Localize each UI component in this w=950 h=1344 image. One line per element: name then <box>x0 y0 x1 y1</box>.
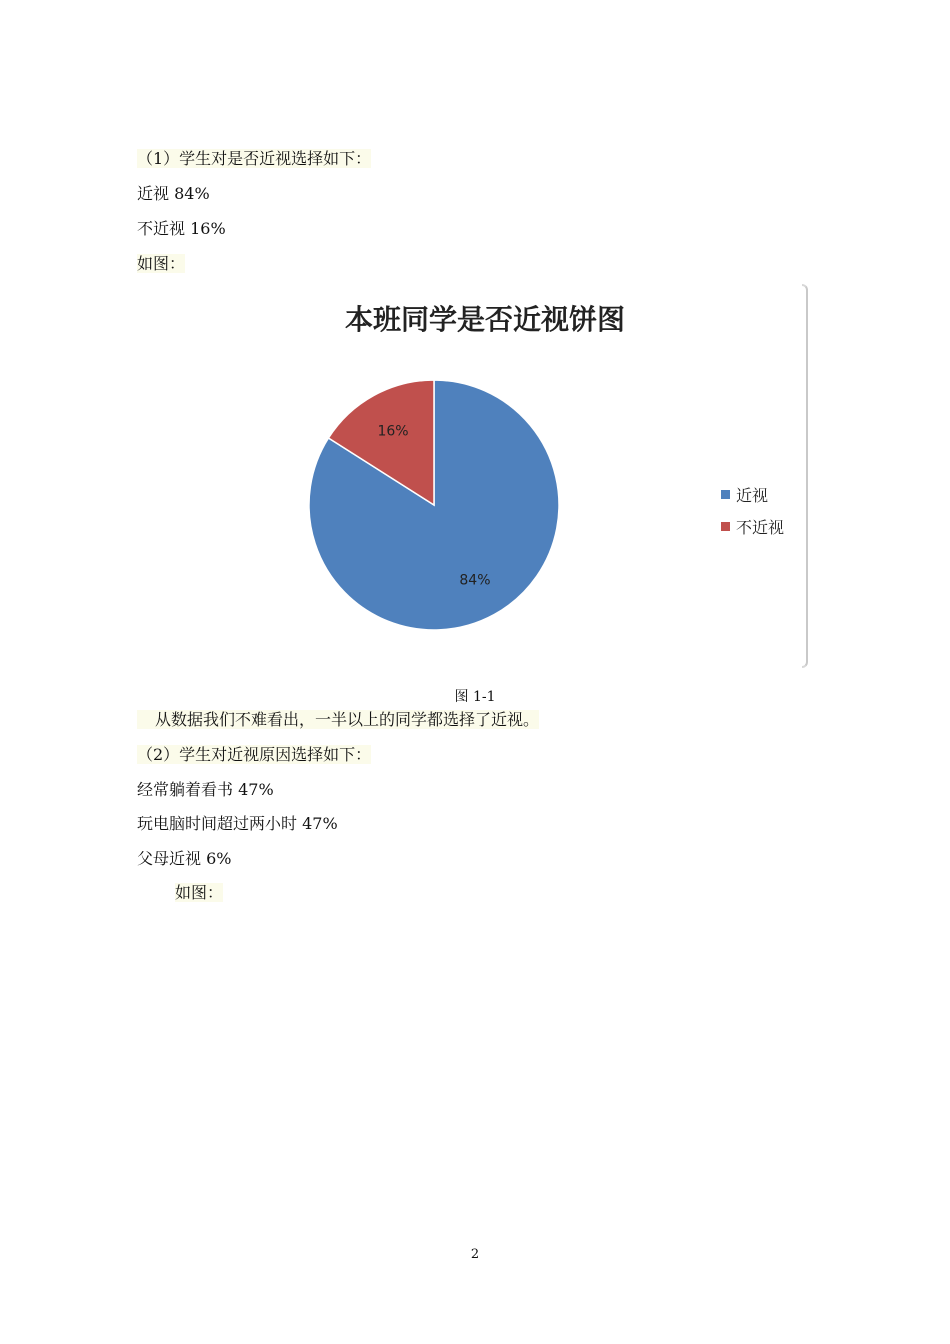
legend-swatch-myopia <box>721 490 730 499</box>
section2-item-parents-myopia: 父母近视 6% <box>137 849 232 868</box>
legend-item-not-myopia <box>721 510 784 542</box>
pie-svg <box>165 284 805 668</box>
figure-caption: 图 1-1 <box>454 689 496 705</box>
pie-chart <box>165 284 808 668</box>
section1-item-not-myopia: 不近视 16% <box>137 219 226 238</box>
section1-item-myopia: 近视 84% <box>137 184 210 203</box>
legend-swatch-not-myopia <box>721 522 730 531</box>
pie-label-not-myopia: 16% <box>377 423 409 440</box>
chart-title: 本班同学是否近视饼图 <box>344 303 625 336</box>
conclusion-text: 从数据我们不难看出，一半以上的同学都选择了近视。 <box>137 709 539 731</box>
legend-label-myopia: 近视 <box>736 485 769 505</box>
legend-item-myopia <box>721 478 784 510</box>
section2-figure-intro: 如图： <box>175 883 224 902</box>
legend-label-not-myopia: 不近视 <box>736 517 785 537</box>
chart-legend <box>721 478 784 542</box>
pie-label-myopia: 84% <box>459 572 491 589</box>
page-number: 2 <box>470 1247 480 1262</box>
section2-item-lying-reading: 经常躺着看书 47% <box>137 780 274 799</box>
section1-heading: （1）学生对是否近视选择如下： <box>137 149 372 168</box>
section1-figure-intro: 如图： <box>137 254 186 273</box>
section2-heading: （2）学生对近视原因选择如下： <box>137 745 372 764</box>
section2-item-computer-time: 玩电脑时间超过两小时 47% <box>137 814 338 833</box>
